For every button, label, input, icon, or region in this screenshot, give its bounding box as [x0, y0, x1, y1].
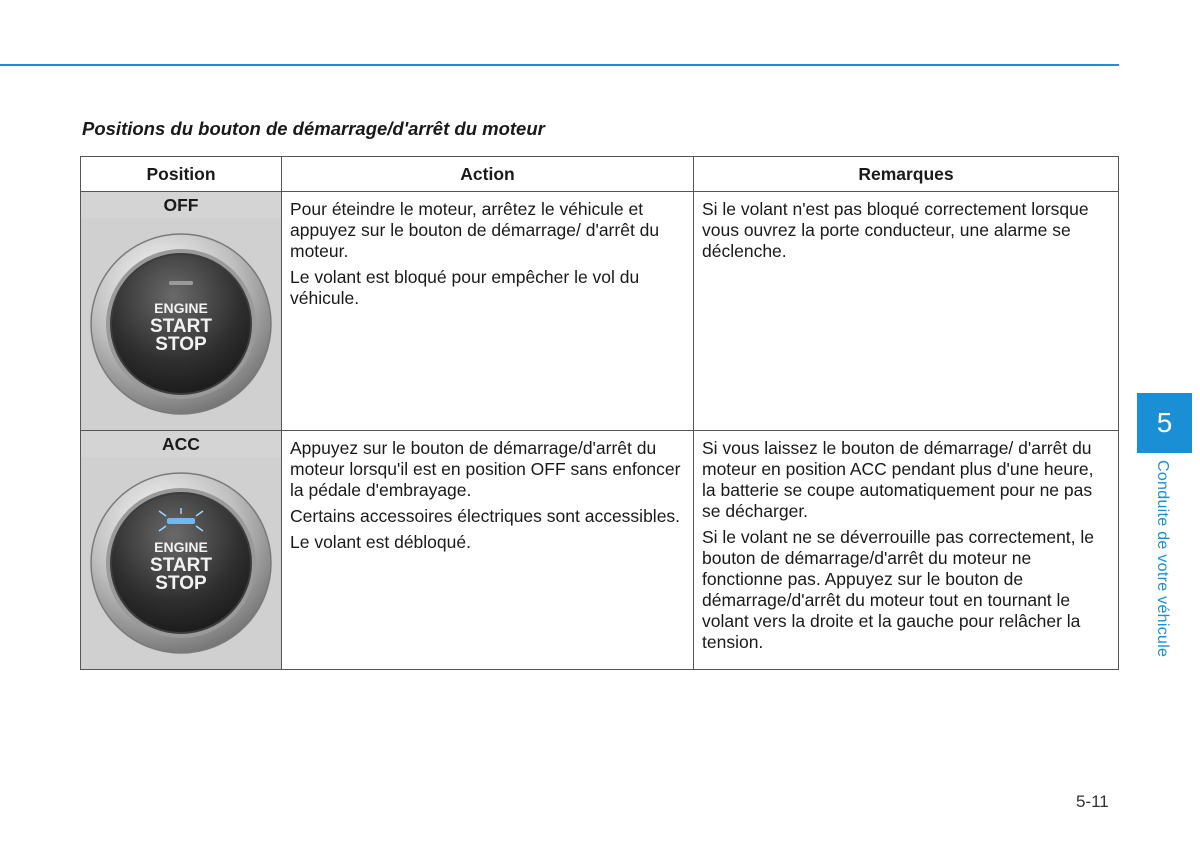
button-text-start: START	[150, 316, 212, 337]
table-row	[81, 192, 1119, 431]
button-text-engine: ENGINE	[154, 539, 208, 555]
action-text: Le volant est bloqué pour empêcher le vol du véhicule.	[290, 267, 640, 308]
engine-start-stop-button-icon	[86, 468, 276, 658]
button-text-start: START	[150, 555, 212, 576]
button-text-stop: STOP	[155, 573, 207, 594]
page-number: 5-11	[1076, 792, 1109, 811]
table-header-row	[81, 157, 1119, 192]
action-cell-off	[282, 192, 694, 431]
positions-table	[80, 156, 1119, 670]
action-text: Le volant est débloqué.	[290, 532, 471, 552]
section-title: Positions du bouton de démarrage/d'arrêt du moteur	[82, 118, 545, 139]
position-label-off: OFF	[81, 192, 281, 218]
indicator-light-off	[169, 281, 193, 285]
position-cell-off	[81, 192, 282, 431]
remark-text: Si le volant ne se déverrouille pas correctement, le bouton de démarrage/d'arrêt du moteur ne fonctionne pas. Appuyez sur le bouton de démarrage/d'arrêt du moteur tout en tournant le volant vers la droite et la gauche pour relâcher la tension.	[702, 527, 1095, 652]
header-position: Position	[81, 157, 282, 192]
position-cell-acc	[81, 431, 282, 670]
button-text-engine: ENGINE	[154, 300, 208, 316]
header-rule	[0, 64, 1119, 66]
engine-start-stop-button-icon	[86, 229, 276, 419]
action-text: Appuyez sur le bouton de démarrage/d'arrêt du moteur lorsqu'il est en position OFF sans enfoncer la pédale d'embrayage.	[290, 438, 681, 500]
remarks-cell-acc	[694, 431, 1119, 670]
header-action: Action	[282, 157, 694, 192]
header-remarques: Remarques	[694, 157, 1119, 192]
table-row	[81, 431, 1119, 670]
action-cell-acc	[282, 431, 694, 670]
remark-text: Si vous laissez le bouton de démarrage/ d'arrêt du moteur en position ACC pendant plus d'une heure, la batterie se coupe automatiquement pour ne pas se décharger.	[702, 438, 1094, 521]
position-label-acc: ACC	[81, 431, 281, 457]
chapter-number-tab: 5	[1137, 393, 1192, 453]
remark-text: Si le volant n'est pas bloqué correctement lorsque vous ouvrez la porte conducteur, une alarme se déclenche.	[702, 199, 1089, 261]
remarks-cell-off	[694, 192, 1119, 431]
action-text: Certains accessoires électriques sont accessibles.	[290, 506, 681, 526]
button-text-stop: STOP	[155, 334, 207, 355]
action-text: Pour éteindre le moteur, arrêtez le véhicule et appuyez sur le bouton de démarrage/ d'arrêt du moteur.	[290, 199, 660, 261]
engine-button-off-image	[81, 218, 281, 430]
chapter-title: Conduite de votre véhicule	[1154, 460, 1171, 658]
engine-button-acc-image	[81, 457, 281, 669]
indicator-light-acc	[167, 518, 195, 524]
